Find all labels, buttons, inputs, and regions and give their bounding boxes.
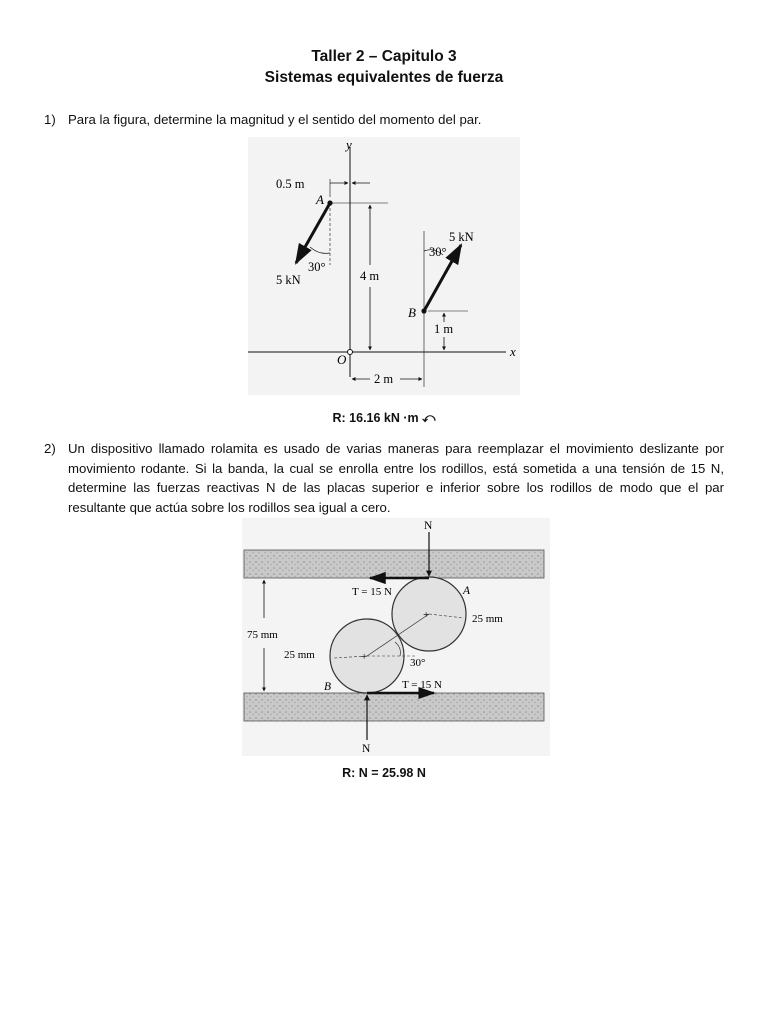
page-subtitle: Sistemas equivalentes de fuerza [264,69,504,86]
dim-0.5m-label: 0.5 m [276,177,305,191]
problem-1-text: Para la figura, determine la magnitud y el sentido del momento del par. [68,112,482,127]
radius-a-label: 25 mm [472,613,503,625]
tension-top-label: T = 15 N [352,586,392,598]
y-axis-label: y [346,137,352,152]
figure-couple-moment [248,137,520,395]
point-b-label: B [408,305,416,320]
problem-1-answer: R: 16.16 kN ·m ⤺ [332,411,436,425]
dim-1m-label: 1 m [434,322,454,336]
problem-2-number: 2) [44,441,56,456]
point-a-label: A [316,192,324,207]
figure-rolamite [242,518,550,756]
force-a-label: 5 kN [276,273,301,287]
problem-2 [44,439,724,517]
roller-b-label: B [324,681,332,693]
bottom-plate [244,693,544,721]
force-n-bottom-label: N [362,743,371,755]
height-label: 75 mm [247,629,278,641]
radius-b-label: 25 mm [284,649,315,661]
angle-a-label: 30° [308,260,326,274]
problem-1-number: 1) [44,112,56,127]
dim-4m-label: 4 m [360,269,380,283]
svg-text:+: + [361,651,368,663]
dim-2m-label: 2 m [374,372,394,386]
tension-bottom-label: T = 15 N [402,679,442,691]
svg-text:+: + [423,609,430,621]
roller-a-label: A [463,585,471,597]
top-plate [244,550,544,578]
problem-1 [44,110,724,130]
x-axis-label: x [510,344,516,359]
problem-2-text: Un dispositivo llamado rolamita es usado de varias maneras para reemplazar el movimiento deslizante por movimiento rodante. Si la banda, la cual se enrolla entre los rodillos, está sometida a una tensión de 15 N, determine las fuerzas reactivas N de las placas superior e inferior sobre los rodillos de modo que el par resultante que actúa sobre los rodillos sea igual a cero. [68,441,724,515]
angle-label: 30° [410,657,426,669]
origin-label: O [337,352,347,367]
problem-2-answer: R: N = 25.98 N [342,766,426,780]
force-n-top-label: N [424,520,433,532]
force-b-label: 5 kN [449,230,474,244]
page-title: Taller 2 – Capitulo 3 [311,48,457,65]
angle-b-label: 30° [429,245,447,259]
